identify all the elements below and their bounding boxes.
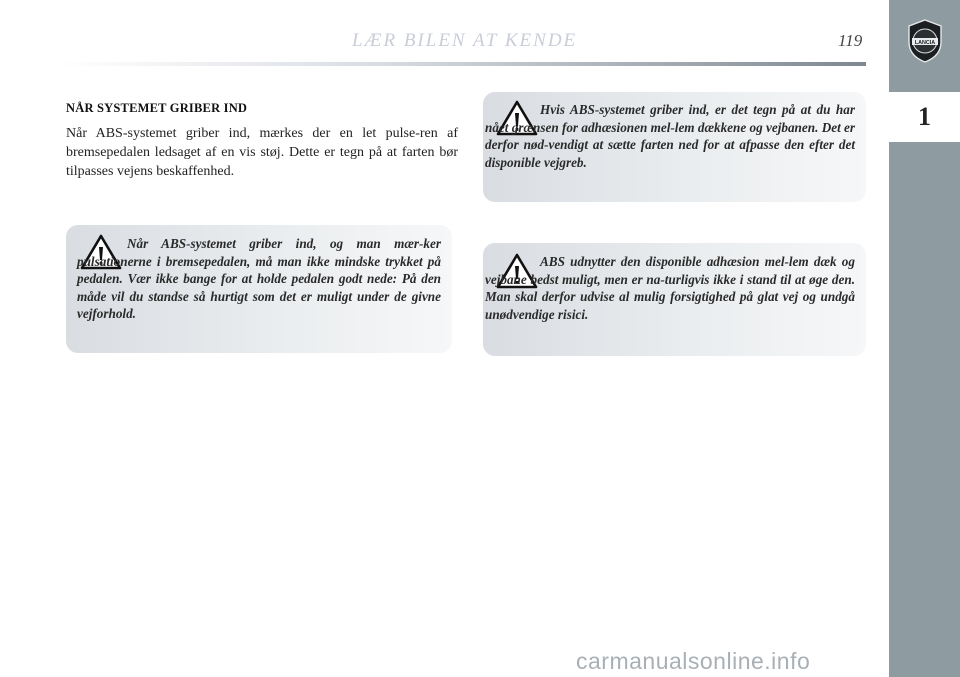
lancia-logo-text: LANCIA — [914, 39, 936, 46]
warning-text-3 — [485, 253, 855, 323]
chapter-number: 1 — [918, 102, 931, 131]
warning-3-rest: Man skal derfor udvise al mulig forsigtighed på glat vej og undgå unødvendige risici. — [485, 289, 855, 322]
warning-3-lead: ABS udnytter den disponible adhæsion mel-lem dæk og vejbane bedst muligt, men er na-turligvis ikke i stand til at øge den. — [485, 254, 855, 287]
chapter-box — [889, 92, 960, 142]
warning-text-1 — [77, 235, 441, 323]
section-heading: NÅR SYSTEMET GRIBER IND — [66, 101, 248, 115]
page-number: 119 — [838, 31, 863, 50]
lancia-logo — [905, 18, 945, 64]
warning-2-rest: Det er derfor nød-vendigt at sætte farten ned for at afpasse den efter det disponible vejgreb. — [485, 119, 856, 170]
warning-text-2 — [485, 101, 855, 171]
warning-1-rest: Vær ikke bange for at holde pedalen godt nede: På den måde vil du standse så hurtigt som det er muligt under de givne vejforhold. — [77, 271, 442, 321]
warning-2-lead: Hvis ABS-systemet griber ind, er det tegn på at du har nået grænsen for adhæsionen mel-lem dækkene og vejbanen. — [485, 102, 855, 135]
section-body: Når ABS-systemet griber ind, mærkes der en let pulse-ren af bremsepedalen ledsaget af en vis støj. Dette er tegn på at farten bør tilpasses vejens beskaffenhed. — [66, 126, 458, 179]
header-rule — [60, 62, 866, 66]
warning-1-lead: Når ABS-systemet griber ind, og man mær-ker pulsationerne i bremsepedalen, må man ikke mindske trykket på pedalen. — [77, 236, 441, 286]
header-title: LÆR BILEN AT KENDE — [352, 30, 578, 51]
watermark: carmanualsonline.info — [576, 648, 811, 674]
